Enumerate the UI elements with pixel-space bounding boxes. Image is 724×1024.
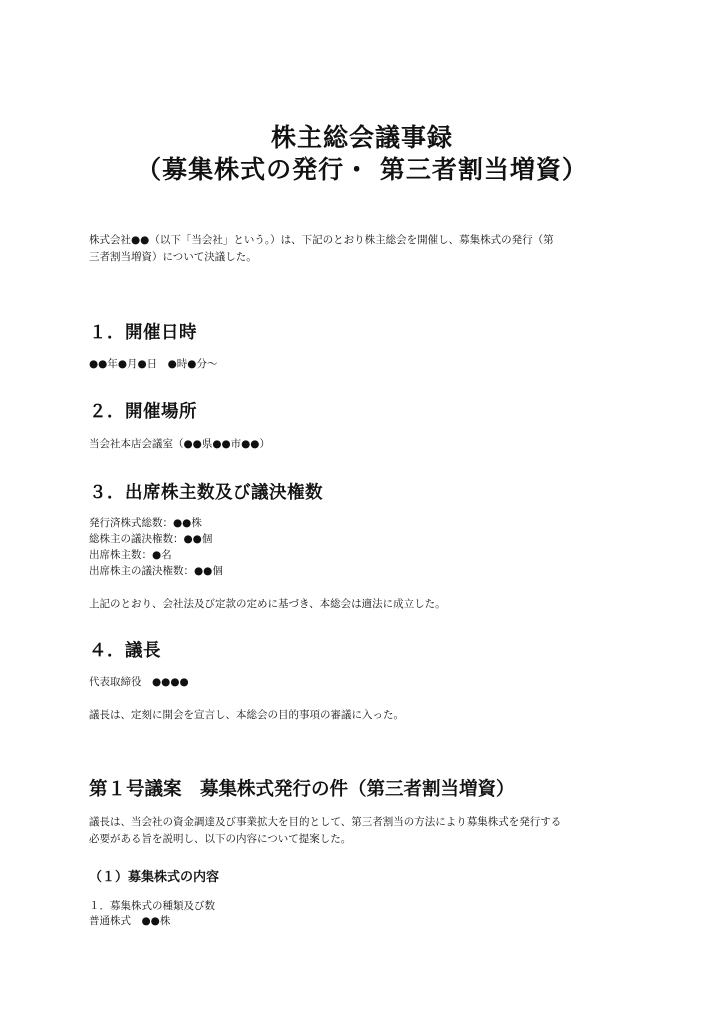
proposal-text-2: 必要がある旨を説明し、以下の内容について提案した。 xyxy=(89,833,352,845)
intro-line-1: 株式会社●●（以下「当会社」という。）は、下記のとおり株主総会を開催し、募集株式の発行（第 xyxy=(89,234,554,246)
datetime-value: ●●年●月●日 ●時●分～ xyxy=(89,358,218,370)
document-subtitle: （募集株式の発行・ 第三者割当増資） xyxy=(136,155,588,184)
attendance-line: 発行済株式総数：●●株 xyxy=(89,517,202,529)
section-heading-attendance: ３．出席株主数及び議決権数 xyxy=(89,483,323,503)
attendance-line: 出席株主数：●名 xyxy=(89,549,172,561)
section-heading-chair: ４．議長 xyxy=(89,641,161,661)
proposal-text-1: 議長は、当会社の資金調達及び事業拡大を目的として、第三者割当の方法により募集株式を発行する xyxy=(89,816,562,828)
chair-note: 議長は、定刻に開会を宣言し、本総会の目的事項の審議に入った。 xyxy=(89,709,404,721)
item-label: １．募集株式の種類及び数 xyxy=(89,900,215,912)
section-heading-datetime: １．開催日時 xyxy=(89,323,197,343)
venue-value: 当会社本店会議室（●●県●●市●●） xyxy=(89,438,270,450)
attendance-line: 出席株主の議決権数：●●個 xyxy=(89,565,223,577)
document-title: 株主総会議事録 xyxy=(270,123,453,152)
quorum-note: 上記のとおり、会社法及び定款の定めに基づき、本総会は適法に成立した。 xyxy=(89,598,446,610)
chair-value: 代表取締役 ●●●● xyxy=(89,676,189,688)
proposal-subheading: （１）募集株式の内容 xyxy=(89,870,220,885)
section-heading-venue: ２．開催場所 xyxy=(89,402,197,422)
proposal-heading: 第１号議案 募集株式発行の件（第三者割当増資） xyxy=(89,779,515,800)
intro-line-2: 三者割当増資）について決議した。 xyxy=(89,251,257,263)
item-value: 普通株式 ●●株 xyxy=(89,915,171,927)
attendance-line: 総株主の議決権数：●●個 xyxy=(89,533,213,545)
